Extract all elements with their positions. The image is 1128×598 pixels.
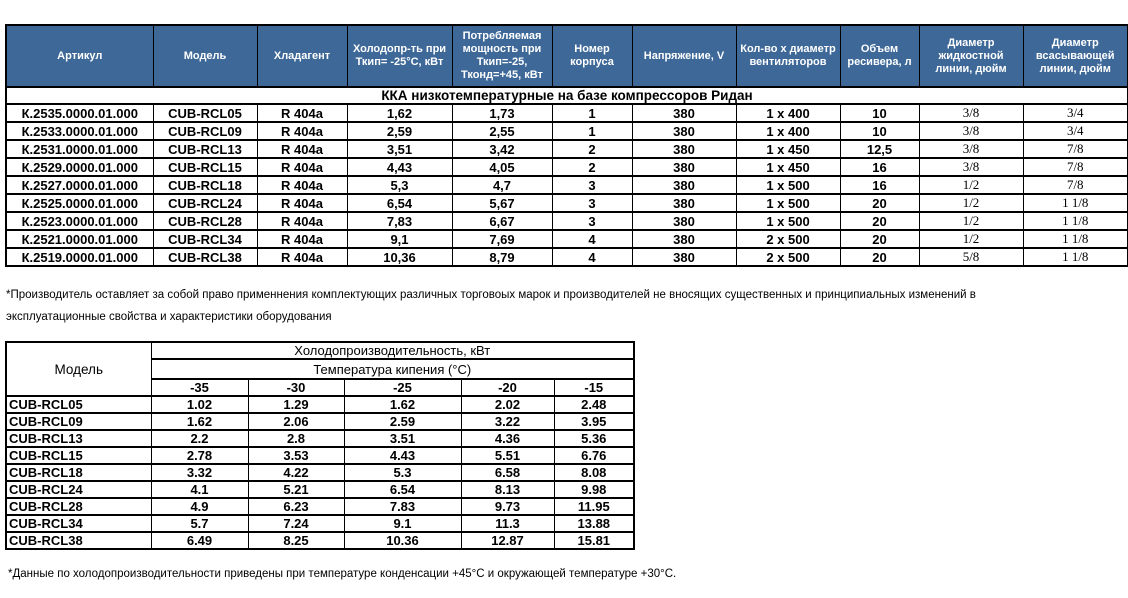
capacity-value-cell: 6.23	[248, 498, 344, 515]
table-cell: 1	[552, 104, 632, 122]
header-refrigerant: Хладагент	[257, 25, 347, 87]
table-cell: 20	[840, 212, 919, 230]
table-cell: 3/8	[919, 104, 1023, 122]
capacity-value-cell: 3.22	[461, 413, 554, 430]
table-cell: 1 x 500	[736, 212, 840, 230]
capacity-value-cell: 12.87	[461, 532, 554, 549]
header-model: Модель	[153, 25, 257, 87]
capacity-value-cell: 4.9	[151, 498, 248, 515]
table-cell: 10	[840, 122, 919, 140]
table-cell: 2	[552, 140, 632, 158]
table-cell: 7/8	[1023, 140, 1128, 158]
table-cell: 3/8	[919, 140, 1023, 158]
temp-column-minus25: -25	[344, 379, 461, 396]
temp-column-minus20: -20	[461, 379, 554, 396]
capacity-header-sub: Температура кипения (°С)	[151, 359, 634, 379]
capacity-value-cell: 3.32	[151, 464, 248, 481]
table-cell: 4	[552, 230, 632, 248]
table-cell: 1 1/8	[1023, 212, 1128, 230]
header-liquid-line-diameter: Диаметр жидкостной линии, дюйм	[919, 25, 1023, 87]
table-cell: 7/8	[1023, 176, 1128, 194]
capacity-value-cell: 5.3	[344, 464, 461, 481]
capacity-value-cell: 1.29	[248, 396, 344, 413]
table-cell: R 404a	[257, 176, 347, 194]
table-cell: 2,59	[347, 122, 452, 140]
model-cell: CUB-RCL38	[6, 532, 151, 549]
model-cell: CUB-RCL15	[6, 447, 151, 464]
table-cell: CUB-RCL13	[153, 140, 257, 158]
capacity-value-cell: 8.08	[554, 464, 634, 481]
temp-column-minus15: -15	[554, 379, 634, 396]
capacity-header-group: Холодопроизводительность, кВт	[151, 342, 634, 359]
table-cell: 6,54	[347, 194, 452, 212]
table-cell: 20	[840, 194, 919, 212]
capacity-value-cell: 7.83	[344, 498, 461, 515]
temp-column-minus30: -30	[248, 379, 344, 396]
table-row	[6, 430, 634, 447]
table-cell: 380	[632, 176, 736, 194]
table-cell: 1 x 500	[736, 194, 840, 212]
table-cell: 20	[840, 230, 919, 248]
table-row	[6, 230, 1128, 248]
capacity-value-cell: 13.88	[554, 515, 634, 532]
table-cell: 7/8	[1023, 158, 1128, 176]
model-cell: CUB-RCL34	[6, 515, 151, 532]
group-title: ККА низкотемпературные на базе компрессоров Ридан	[6, 87, 1128, 104]
capacity-value-cell: 2.02	[461, 396, 554, 413]
capacity-value-cell: 1.62	[151, 413, 248, 430]
table-cell: 380	[632, 158, 736, 176]
capacity-value-cell: 11.3	[461, 515, 554, 532]
capacity-table	[5, 341, 635, 550]
table-cell: 16	[840, 158, 919, 176]
capacity-value-cell: 5.21	[248, 481, 344, 498]
capacity-value-cell: 2.06	[248, 413, 344, 430]
model-cell: CUB-RCL09	[6, 413, 151, 430]
table-row	[6, 481, 634, 498]
table-cell: 3	[552, 176, 632, 194]
table-row	[6, 396, 634, 413]
table-cell: 380	[632, 122, 736, 140]
table-cell: 5,3	[347, 176, 452, 194]
table-cell: 3,51	[347, 140, 452, 158]
capacity-value-cell: 6.54	[344, 481, 461, 498]
table-cell: 1/2	[919, 230, 1023, 248]
table-cell: 7,83	[347, 212, 452, 230]
table-row	[6, 194, 1128, 212]
table-cell: К.2535.0000.01.000	[6, 104, 153, 122]
capacity-footnote: *Данные по холодопроизводительности приведены при температуре конденсации +45°С и окружающей температуре +30°С.	[8, 568, 677, 580]
table-cell: CUB-RCL34	[153, 230, 257, 248]
table-cell: 10,36	[347, 248, 452, 266]
table-cell: 1 1/8	[1023, 194, 1128, 212]
table-cell: 2 x 500	[736, 248, 840, 266]
table-row	[6, 464, 634, 481]
table-cell: 3/4	[1023, 104, 1128, 122]
table-cell: 380	[632, 248, 736, 266]
table-cell: 380	[632, 212, 736, 230]
table-row	[6, 413, 634, 430]
table-cell: 380	[632, 230, 736, 248]
table-cell: 4,7	[452, 176, 552, 194]
table-row	[6, 122, 1128, 140]
capacity-value-cell: 11.95	[554, 498, 634, 515]
table-cell: 3	[552, 194, 632, 212]
capacity-value-cell: 4.43	[344, 447, 461, 464]
table-cell: 6,67	[452, 212, 552, 230]
table-cell: 10	[840, 104, 919, 122]
model-cell: CUB-RCL13	[6, 430, 151, 447]
manufacturer-footnote	[6, 284, 1124, 328]
table-cell: К.2523.0000.01.000	[6, 212, 153, 230]
capacity-value-cell: 1.62	[344, 396, 461, 413]
table-cell: 20	[840, 248, 919, 266]
capacity-value-cell: 4.22	[248, 464, 344, 481]
table-cell: 380	[632, 140, 736, 158]
table-cell: 8,79	[452, 248, 552, 266]
capacity-value-cell: 3.95	[554, 413, 634, 430]
table-cell: 9,1	[347, 230, 452, 248]
table-cell: R 404a	[257, 194, 347, 212]
header-cooling-capacity: Холодопр-ть при Ткип= -25°С, кВт	[347, 25, 452, 87]
table-cell: 4	[552, 248, 632, 266]
model-cell: CUB-RCL24	[6, 481, 151, 498]
table-cell: 1 x 400	[736, 122, 840, 140]
table-row	[6, 158, 1128, 176]
table-cell: CUB-RCL15	[153, 158, 257, 176]
table-cell: 1/2	[919, 212, 1023, 230]
table-cell: К.2531.0000.01.000	[6, 140, 153, 158]
table-cell: 380	[632, 104, 736, 122]
table-cell: 1,62	[347, 104, 452, 122]
table-row	[6, 104, 1128, 122]
temp-column-minus35: -35	[151, 379, 248, 396]
table-cell: CUB-RCL09	[153, 122, 257, 140]
table-cell: R 404a	[257, 140, 347, 158]
model-cell: CUB-RCL18	[6, 464, 151, 481]
group-title-row	[6, 87, 1128, 104]
table-cell: 7,69	[452, 230, 552, 248]
capacity-value-cell: 2.78	[151, 447, 248, 464]
table-cell: К.2525.0000.01.000	[6, 194, 153, 212]
table-row	[6, 212, 1128, 230]
table-cell: 1,73	[452, 104, 552, 122]
capacity-value-cell: 3.53	[248, 447, 344, 464]
header-voltage: Напряжение, V	[632, 25, 736, 87]
main-table-header-row	[6, 25, 1128, 87]
table-cell: CUB-RCL24	[153, 194, 257, 212]
capacity-value-cell: 6.49	[151, 532, 248, 549]
header-power-consumption: Потребляемая мощность при Ткип=-25, Тконд=+45, кВт	[452, 25, 552, 87]
capacity-value-cell: 6.58	[461, 464, 554, 481]
table-cell: R 404a	[257, 248, 347, 266]
table-cell: 380	[632, 194, 736, 212]
table-cell: 3/8	[919, 158, 1023, 176]
table-cell: 16	[840, 176, 919, 194]
table-cell: R 404a	[257, 230, 347, 248]
capacity-value-cell: 5.7	[151, 515, 248, 532]
capacity-value-cell: 5.51	[461, 447, 554, 464]
table-row	[6, 447, 634, 464]
table-cell: 5,67	[452, 194, 552, 212]
capacity-value-cell: 6.76	[554, 447, 634, 464]
table-cell: 1 x 450	[736, 158, 840, 176]
table-cell: К.2519.0000.01.000	[6, 248, 153, 266]
table-cell: 4,05	[452, 158, 552, 176]
table-cell: CUB-RCL38	[153, 248, 257, 266]
table-cell: 2	[552, 158, 632, 176]
table-cell: R 404a	[257, 158, 347, 176]
table-cell: 2,55	[452, 122, 552, 140]
capacity-value-cell: 9.98	[554, 481, 634, 498]
table-cell: 12,5	[840, 140, 919, 158]
table-row	[6, 498, 634, 515]
table-cell: CUB-RCL18	[153, 176, 257, 194]
capacity-value-cell: 2.8	[248, 430, 344, 447]
table-cell: 4,43	[347, 158, 452, 176]
table-row	[6, 248, 1128, 266]
capacity-value-cell: 4.1	[151, 481, 248, 498]
table-cell: CUB-RCL28	[153, 212, 257, 230]
table-cell: 1 1/8	[1023, 230, 1128, 248]
table-cell: К.2521.0000.01.000	[6, 230, 153, 248]
table-row	[6, 140, 1128, 158]
table-row	[6, 532, 634, 549]
table-cell: К.2529.0000.01.000	[6, 158, 153, 176]
table-cell: К.2527.0000.01.000	[6, 176, 153, 194]
table-cell: 1 1/8	[1023, 248, 1128, 266]
capacity-header-row-1	[6, 342, 634, 359]
table-cell: 1 x 400	[736, 104, 840, 122]
capacity-value-cell: 8.13	[461, 481, 554, 498]
table-cell: 5/8	[919, 248, 1023, 266]
table-cell: R 404a	[257, 104, 347, 122]
table-cell: R 404a	[257, 212, 347, 230]
model-cell: CUB-RCL05	[6, 396, 151, 413]
header-housing-number: Номер корпуса	[552, 25, 632, 87]
manufacturer-footnote-line1: *Производитель оставляет за собой право применнения комплектующих различных торговоых марок и производителей не вносящих существенных и принципиальных изменений в	[6, 289, 976, 301]
table-cell: 1 x 450	[736, 140, 840, 158]
capacity-value-cell: 2.59	[344, 413, 461, 430]
table-row	[6, 515, 634, 532]
table-cell: 3/4	[1023, 122, 1128, 140]
capacity-value-cell: 8.25	[248, 532, 344, 549]
header-receiver-volume: Объем ресивера, л	[840, 25, 919, 87]
capacity-value-cell: 4.36	[461, 430, 554, 447]
table-cell: 1	[552, 122, 632, 140]
table-cell: 3/8	[919, 122, 1023, 140]
capacity-header-model: Модель	[6, 342, 151, 396]
table-row	[6, 176, 1128, 194]
model-cell: CUB-RCL28	[6, 498, 151, 515]
header-fan-count-diameter: Кол-во х диаметр вентиляторов	[736, 25, 840, 87]
header-artikul: Артикул	[6, 25, 153, 87]
capacity-value-cell: 5.36	[554, 430, 634, 447]
table-cell: 2 x 500	[736, 230, 840, 248]
capacity-value-cell: 9.1	[344, 515, 461, 532]
capacity-value-cell: 2.2	[151, 430, 248, 447]
header-suction-line-diameter: Диаметр всасывающей линии, дюйм	[1023, 25, 1128, 87]
capacity-value-cell: 10.36	[344, 532, 461, 549]
capacity-value-cell: 15.81	[554, 532, 634, 549]
table-cell: CUB-RCL05	[153, 104, 257, 122]
table-cell: 3	[552, 212, 632, 230]
capacity-value-cell: 3.51	[344, 430, 461, 447]
table-cell: 1/2	[919, 194, 1023, 212]
main-spec-table	[5, 24, 1128, 267]
capacity-value-cell: 1.02	[151, 396, 248, 413]
capacity-value-cell: 7.24	[248, 515, 344, 532]
table-cell: 1/2	[919, 176, 1023, 194]
table-cell: 3,42	[452, 140, 552, 158]
capacity-value-cell: 2.48	[554, 396, 634, 413]
table-cell: 1 x 500	[736, 176, 840, 194]
manufacturer-footnote-line2: эксплуатационные свойства и характеристики оборудования	[6, 311, 332, 323]
table-cell: К.2533.0000.01.000	[6, 122, 153, 140]
table-cell: R 404a	[257, 122, 347, 140]
capacity-value-cell: 9.73	[461, 498, 554, 515]
